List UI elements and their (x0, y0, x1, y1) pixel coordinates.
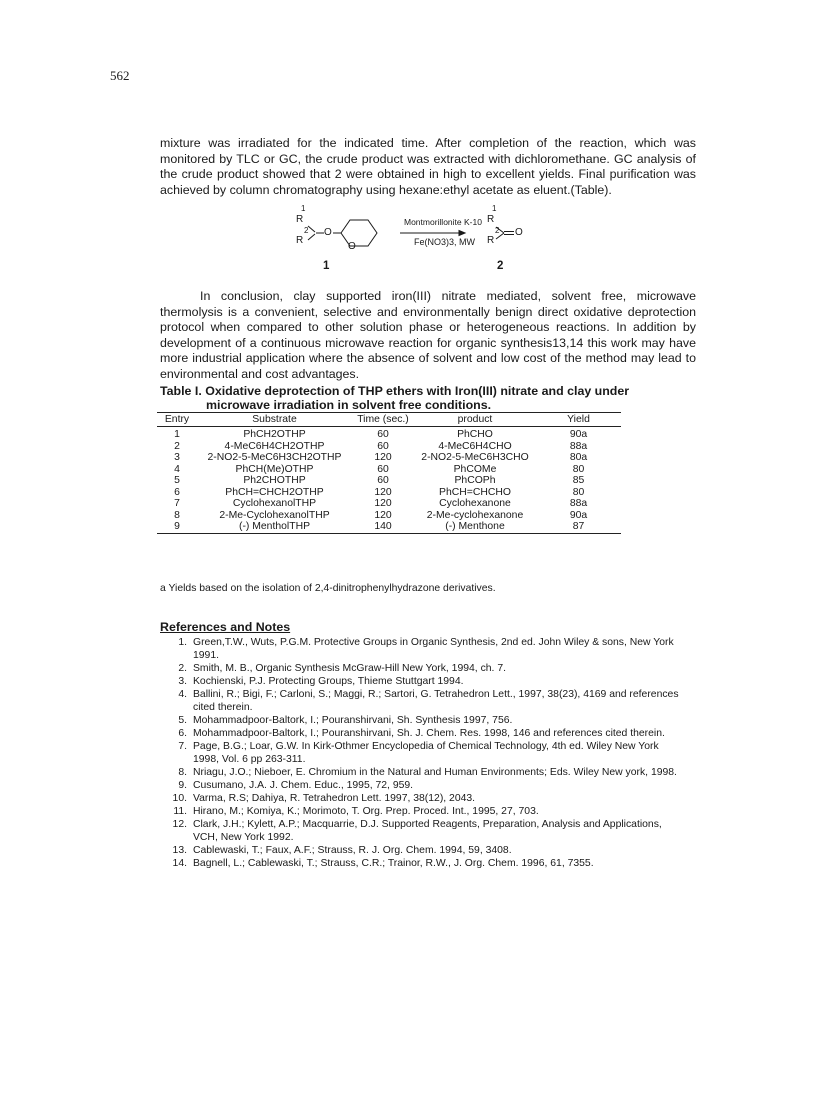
cell-yield: 80 (572, 463, 585, 475)
cell-product: 2-NO2-5-MeC6H3CHO (421, 452, 529, 464)
table-row (157, 487, 621, 499)
cell-entry: 7 (174, 498, 180, 510)
cell-product: 2-Me-cyclohexanone (426, 509, 524, 521)
table-row (157, 475, 621, 487)
cell-time: 140 (352, 521, 414, 533)
cell-yield: 88a (569, 498, 588, 510)
header-product: product (414, 413, 536, 427)
cell-yield: 90a (569, 509, 588, 521)
cell-time: 120 (374, 486, 392, 498)
cell-yield: 87 (536, 521, 621, 533)
cell-substrate: PhCH(Me)OTHP (235, 463, 314, 475)
ether-oxygen: O (324, 227, 332, 238)
cell-entry: 5 (174, 475, 180, 487)
reference-item: 14. Bagnell, L.; Cablewaski, T.; Strauss, C.R.; Trainor, R.W., J. Org. Chem. 1996, 61, 7355. (172, 858, 594, 869)
table-row (157, 521, 621, 533)
reference-item: 1. Green,T.W., Wuts, P.G.M. Protective Groups in Organic Synthesis, 2nd ed. John Wiley & sons, New York 1991. (178, 637, 674, 661)
table-caption (160, 385, 680, 412)
cell-time: 60 (377, 429, 389, 441)
table-row (157, 427, 621, 441)
cell-entry: 6 (174, 486, 180, 498)
cell-substrate: PhCH2OTHP (243, 429, 306, 441)
cell-substrate: 2-Me-CyclohexanolTHP (219, 509, 330, 521)
results-table (157, 412, 621, 534)
table-row (157, 510, 621, 522)
compound-1-label: 1 (323, 260, 330, 272)
table-row (157, 441, 621, 453)
header-yield: Yield (536, 413, 621, 427)
cell-product: (-) Menthone (414, 521, 536, 533)
cell-yield: 88a (569, 440, 588, 452)
reagent-bottom: Fe(NO3)3, MW (414, 237, 476, 247)
table-caption-line-2: microwave irradiation in solvent free conditions. (206, 397, 492, 412)
reference-item: 7. Page, B.G.; Loar, G.W. In Kirk-Othmer Encyclopedia of Chemical Technology, 4th ed. Wiley New York 1998, Vol. 6 pp 263-311. (178, 741, 659, 765)
cell-product: PhCHO (457, 429, 493, 441)
cell-time: 120 (374, 452, 392, 464)
reference-item: 2. Smith, M. B., Organic Synthesis McGraw-Hill New York, 1994, ch. 7. (178, 663, 506, 674)
cell-substrate: Ph2CHOTHP (243, 475, 306, 487)
table-row (157, 464, 621, 476)
reference-item: 13. Cablewaski, T.; Faux, A.F.; Strauss, R. J. Org. Chem. 1994, 59, 3408. (172, 845, 512, 856)
table-row (157, 452, 621, 464)
paragraph-conclusion: In conclusion, clay supported iron(III) nitrate mediated, solvent free, microwave thermolysis is a convenient, selective and environmentally benign direct oxidative deprotection protocol when compared to other solution phase or heterogeneous reactions. In addition by development of a continuous microwave reaction for organic synthesis13,14 this work may have more industrial application where the absence of solvent and low cost of the method may lead to environmental and cost advantages. (160, 289, 696, 381)
cell-substrate: CyclohexanolTHP (232, 498, 317, 510)
cell-product: 4-MeC6H4CHO (438, 440, 512, 452)
cell-product: PhCOPh (454, 475, 496, 487)
cell-yield: 85 (572, 475, 585, 487)
cell-yield: 80a (569, 452, 588, 464)
reference-item: 4. Ballini, R.; Bigi, F.; Carloni, S.; Maggi, R.; Sartori, G. Tetrahedron Lett., 1997, 38(23), 4169 and references cited therein. (178, 689, 679, 713)
cell-entry: 2 (174, 440, 180, 452)
cell-time: 60 (377, 440, 389, 452)
cell-substrate: (-) MentholTHP (197, 521, 352, 533)
reference-item: 5. Mohammadpoor-Baltork, I.; Pouranshirvani, Sh. Synthesis 1997, 756. (178, 715, 513, 726)
page-number: 562 (110, 68, 130, 83)
cell-substrate: 2-NO2-5-MeC6H3CH2OTHP (207, 452, 342, 464)
reference-item: 10. Varma, R.S; Dahiya, R. Tetrahedron Lett. 1997, 38(12), 2043. (172, 793, 476, 804)
cell-entry: 1 (174, 429, 180, 441)
cell-entry: 9 (157, 521, 197, 533)
reference-item: 9. Cusumano, J.A. J. Chem. Educ., 1995, 72, 959. (178, 780, 414, 791)
reference-item: 3. Kochienski, P.J. Protecting Groups, Thieme Stuttgart 1994. (178, 676, 464, 687)
header-time: Time (sec.) (352, 413, 414, 427)
ring-oxygen: O (348, 241, 356, 252)
cell-entry: 8 (174, 509, 180, 521)
header-entry: Entry (157, 413, 197, 427)
table-footnote: a Yields based on the isolation of 2,4-dinitrophenylhydrazone derivatives. (160, 583, 496, 594)
cell-substrate: 4-MeC6H4CH2OTHP (224, 440, 325, 452)
reference-item: 8. Nriagu, J.O.; Nieboer, E. Chromium in the Natural and Human Environments; Eds. Wiley New york, 1998. (178, 767, 677, 778)
r2-label: R 2 (296, 226, 309, 246)
cell-product: PhCH=CHCHO (439, 486, 511, 498)
product-r1-label: R 1 (487, 204, 497, 225)
cell-time: 120 (374, 509, 392, 521)
references-heading: References and Notes (160, 620, 291, 634)
cell-substrate: PhCH=CHCH2OTHP (225, 486, 324, 498)
cell-yield: 80 (572, 486, 585, 498)
reference-item: 12. Clark, J.H.; Kylett, A.P.; Macquarrie, D.J. Supported Reagents, Preparation, Analysis and Applications, VCH, New York 1992. (172, 819, 662, 843)
cell-time: 120 (374, 498, 392, 510)
table-header-row (157, 413, 621, 427)
r1-label: R 1 (296, 204, 306, 225)
reference-item: 11. Hirano, M.; Komiya, K.; Morimoto, T. Org. Prep. Proced. Int., 1995, 27, 703. (173, 806, 539, 817)
header-substrate: Substrate (197, 413, 352, 427)
cell-product: Cyclohexanone (439, 498, 511, 510)
references-list (160, 636, 680, 870)
cell-time: 60 (377, 475, 389, 487)
product-r2-label: R 2 (487, 226, 500, 246)
cell-time: 60 (377, 463, 389, 475)
table-row (157, 498, 621, 510)
compound-2-label: 2 (497, 260, 504, 272)
cell-entry: 4 (174, 463, 180, 475)
reference-item: 6. Mohammadpoor-Baltork, I.; Pouranshirvani, Sh. J. Chem. Res. 1998, 146 and references cited therein. (178, 728, 665, 739)
reagent-top: Montmorillonite K-10 (404, 217, 482, 227)
cell-yield: 90a (569, 429, 588, 441)
table-caption-line-1: Table I. Oxidative deprotection of THP ethers with Iron(III) nitrate and clay under (160, 384, 630, 398)
paragraph-experimental: mixture was irradiated for the indicated time. After completion of the reaction, which was monitored by TLC or GC, the crude product was extracted with dichloromethane. GC analysis of the crude product showed that 2 were obtained in high to excellent yields. Final purification was achieved by column chromatography using hexane:ethyl acetate as eluent.(Table). (160, 136, 696, 197)
cell-entry: 3 (174, 452, 180, 464)
carbonyl-oxygen: O (515, 227, 523, 238)
cell-product: PhCOMe (453, 463, 497, 475)
